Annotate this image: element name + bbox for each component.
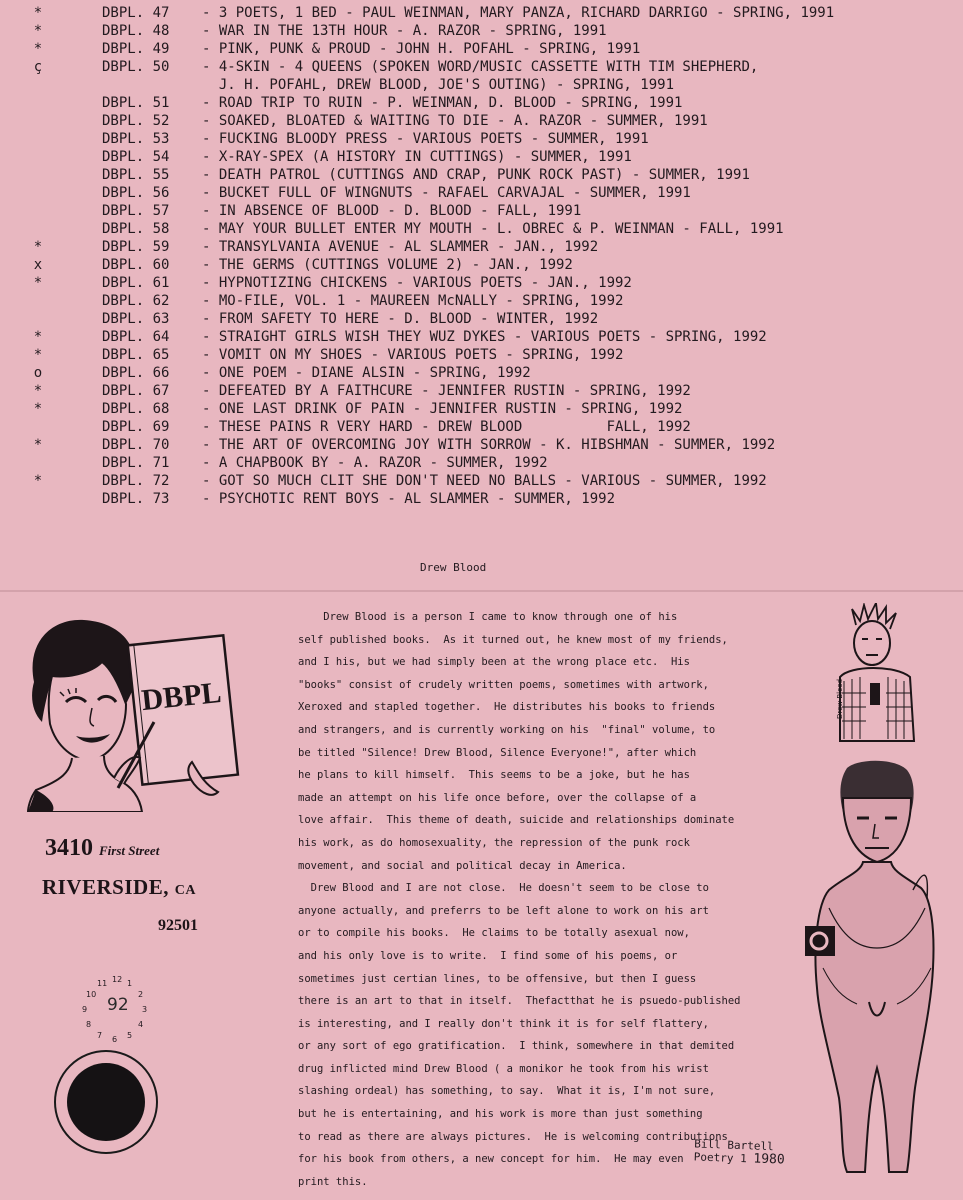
catalog-row (28, 346, 958, 364)
catalog-row (28, 202, 958, 220)
catalog-row (28, 22, 958, 40)
article-line: movement, and social and political decay in America. (298, 859, 627, 872)
catalog-row-mark: * (33, 437, 43, 453)
article-line: print this. (298, 1175, 368, 1188)
catalog-row (28, 58, 958, 94)
city: RIVERSIDE, (42, 875, 169, 899)
book-logo-text: DBPL (139, 675, 223, 718)
catalog-row-description: - ONE POEM - DIANE ALSIN - SPRING, 1992 (202, 365, 531, 381)
street-name: First Street (99, 843, 160, 858)
catalog-row (28, 40, 958, 58)
article-line: is interesting, and I really don't think it is for self flattery, (298, 1017, 709, 1030)
catalog-row-description: - MO-FILE, VOL. 1 - MAUREEN McNALLY - SPRING, 1992 (202, 293, 624, 309)
catalog-row (28, 400, 958, 418)
catalog-row (28, 454, 958, 472)
catalog-row-code: DBPL. 56 (102, 185, 170, 201)
clock-numeral: 7 (97, 1030, 103, 1040)
catalog-row-mark: * (33, 383, 43, 399)
catalog-row (28, 274, 958, 292)
catalog-row-code: DBPL. 64 (102, 329, 170, 345)
catalog-row-description: - BUCKET FULL OF WINGNUTS - RAFAEL CARVAJAL - SUMMER, 1991 (202, 185, 691, 201)
catalog-row-mark: * (33, 5, 43, 21)
catalog-row (28, 328, 958, 346)
catalog-row-code: DBPL. 62 (102, 293, 170, 309)
catalog-row (28, 148, 958, 166)
catalog-row-description: - 3 POETS, 1 BED - PAUL WEINMAN, MARY PANZA, RICHARD DARRIGO - SPRING, 1991 (202, 5, 835, 21)
catalog-row-description: - VOMIT ON MY SHOES - VARIOUS POETS - SPRING, 1992 (202, 347, 624, 363)
street-number: 3410 (45, 835, 93, 861)
catalog-row-description: - FROM SAFETY TO HERE - D. BLOOD - WINTER, 1992 (202, 311, 599, 327)
catalog-row-mark: * (33, 347, 43, 363)
clock-numeral: 8 (86, 1020, 92, 1029)
catalog-row-code: DBPL. 58 (102, 221, 170, 237)
catalog-row-code: DBPL. 70 (102, 437, 170, 453)
clock-numeral: 6 (112, 1035, 118, 1044)
signature-name: Bill Bartell (694, 1137, 774, 1154)
clock-numeral: 10 (86, 990, 97, 999)
article-line: or any sort of ego gratification. I think, somewhere in that demited (298, 1040, 735, 1053)
catalog-row-code: DBPL. 51 (102, 95, 170, 111)
clock-numeral: 5 (127, 1030, 133, 1040)
catalog-row-mark: * (33, 329, 43, 345)
fold-line (0, 590, 963, 592)
catalog-row-description: - IN ABSENCE OF BLOOD - D. BLOOD - FALL, 1991 (202, 203, 582, 219)
zip-code: 92501 (158, 917, 198, 934)
catalog-row-description: - WAR IN THE 13TH HOUR - A. RAZOR - SPRING, 1991 (202, 23, 607, 39)
catalog-row (28, 310, 958, 328)
filled-dot-graphic (67, 1063, 145, 1141)
clock-center-number: 92 (107, 995, 129, 1015)
catalog-list (28, 4, 958, 508)
street-address (45, 835, 159, 862)
article-heading: Drew Blood (420, 561, 487, 574)
article-line: Drew Blood and I are not close. He doesn't seem to be close to (298, 882, 709, 895)
article-line: self published books. As it turned out, he knew most of my friends, (298, 633, 728, 646)
catalog-row (28, 130, 958, 148)
catalog-row-description: - DEFEATED BY A FAITHCURE - JENNIFER RUSTIN - SPRING, 1992 (202, 383, 691, 399)
catalog-row-code: DBPL. 72 (102, 473, 170, 489)
article-line: his work, as do homosexuality, the repression of the punk rock (298, 836, 690, 849)
catalog-row (28, 4, 958, 22)
author-signature (694, 1137, 786, 1166)
catalog-row-description: - FUCKING BLOODY PRESS - VARIOUS POETS - SUMMER, 1991 (202, 131, 649, 147)
catalog-row-description: - PSYCHOTIC RENT BOYS - AL SLAMMER - SUMMER, 1992 (202, 491, 616, 507)
catalog-row-description: - 4-SKIN - 4 QUEENS (SPOKEN WORD/MUSIC CASSETTE WITH TIM SHEPHERD, J. H. POFAHL, DREW BLOOD, JOE'S OUTING) - SPRING, 1991 (202, 59, 759, 93)
catalog-row (28, 490, 958, 508)
article-body (298, 606, 788, 1193)
catalog-row-code: DBPL. 48 (102, 23, 170, 39)
clock-numeral: 4 (137, 1020, 144, 1029)
catalog-row-description: - A CHAPBOOK BY - A. RAZOR - SUMMER, 1992 (202, 455, 548, 471)
city-state (42, 875, 196, 900)
catalog-row (28, 238, 958, 256)
catalog-row (28, 184, 958, 202)
clock-numeral: 9 (82, 1005, 88, 1014)
catalog-row-code: DBPL. 53 (102, 131, 170, 147)
catalog-row-code: DBPL. 69 (102, 419, 170, 435)
article-line: there is an art to that in itself. Thefactthat he is psuedo-published (298, 995, 741, 1008)
article-line: made an attempt on his life once before, over the collapse of a (298, 791, 697, 804)
catalog-row-mark: x (33, 257, 43, 273)
catalog-row-description: - STRAIGHT GIRLS WISH THEY WUZ DYKES - VARIOUS POETS - SPRING, 1992 (202, 329, 767, 345)
catalog-row-code: DBPL. 59 (102, 239, 170, 255)
catalog-row (28, 436, 958, 454)
punk-scrawl-text: Drew Blood (836, 678, 844, 719)
catalog-row-code: DBPL. 47 (102, 5, 170, 21)
article-line: be titled "Silence! Drew Blood, Silence Everyone!", after which (298, 746, 697, 759)
catalog-row-code: DBPL. 65 (102, 347, 170, 363)
article-line: and I his, but we had simply been at the wrong place etc. His (298, 656, 690, 669)
catalog-row-mark: o (33, 365, 43, 381)
catalog-row (28, 292, 958, 310)
signature-year: 1980 (753, 1151, 785, 1168)
catalog-row-code: DBPL. 60 (102, 257, 170, 273)
catalog-row-code: DBPL. 50 (102, 59, 170, 75)
catalog-row-description: - TRANSYLVANIA AVENUE - AL SLAMMER - JAN., 1992 (202, 239, 599, 255)
article-line: but he is entertaining, and his work is more than just something (298, 1108, 703, 1121)
catalog-row (28, 472, 958, 490)
catalog-row-code: DBPL. 49 (102, 41, 170, 57)
clock-numeral: 3 (142, 1005, 148, 1014)
article-line: he plans to kill himself. This seems to be a joke, but he has (298, 769, 690, 782)
catalog-row-description: - THE GERMS (CUTTINGS VOLUME 2) - JAN., 1992 (202, 257, 573, 273)
article-line: and his only love is to write. I find some of his poems, or (298, 949, 678, 962)
article-line: or to compile his books. He claims to be totally asexual now, (298, 927, 690, 940)
nude-figure-collage-illustration (803, 758, 953, 1178)
clock-face (60, 965, 160, 1045)
catalog-row-code: DBPL. 66 (102, 365, 170, 381)
catalog-row-mark: * (33, 239, 43, 255)
clock-numeral: 2 (137, 990, 144, 999)
catalog-row-mark: * (33, 401, 43, 417)
ring-circle-graphic (54, 1050, 158, 1154)
woman-holding-book-illustration (22, 612, 252, 812)
catalog-row-code: DBPL. 68 (102, 401, 170, 417)
catalog-row-description: - THESE PAINS R VERY HARD - DREW BLOOD FALL, 1992 (202, 419, 691, 435)
catalog-row-description: - ROAD TRIP TO RUIN - P. WEINMAN, D. BLOOD - SPRING, 1991 (202, 95, 683, 111)
catalog-row-mark: * (33, 473, 43, 489)
catalog-row-description: - X-RAY-SPEX (A HISTORY IN CUTTINGS) - SUMMER, 1991 (202, 149, 632, 165)
article-line: "books" consist of crudely written poems, sometimes with artwork, (298, 678, 709, 691)
catalog-row-code: DBPL. 54 (102, 149, 170, 165)
article-line: sometimes just certian lines, to be offensive, but then I guess (298, 972, 697, 985)
catalog-row-mark: * (33, 41, 43, 57)
catalog-row (28, 94, 958, 112)
catalog-row-code: DBPL. 73 (102, 491, 170, 507)
article-line: slashing ordeal) has something, to say. What it is, I'm not sure, (298, 1085, 716, 1098)
catalog-row (28, 166, 958, 184)
catalog-row-description: - SOAKED, BLOATED & WAITING TO DIE - A. RAZOR - SUMMER, 1991 (202, 113, 708, 129)
signature-course-text: Poetry 1 (693, 1150, 747, 1166)
catalog-row-code: DBPL. 67 (102, 383, 170, 399)
catalog-row-mark: * (33, 275, 43, 291)
state: CA (174, 883, 196, 898)
article-line: drug inflicted mind Drew Blood ( a monikor he took from his wrist (298, 1062, 709, 1075)
catalog-row (28, 382, 958, 400)
article-line: for his book from others, a new concept for him. He may even (298, 1153, 684, 1166)
article-line: Xeroxed and stapled together. He distributes his books to friends (298, 701, 716, 714)
catalog-row (28, 364, 958, 382)
catalog-row-mark: ç (33, 59, 43, 75)
punk-figure-illustration (826, 603, 921, 743)
article-line: to read as there are always pictures. He is welcoming contributions (298, 1130, 728, 1143)
catalog-row (28, 418, 958, 436)
catalog-row-description: - DEATH PATROL (CUTTINGS AND CRAP, PUNK ROCK PAST) - SUMMER, 1991 (202, 167, 750, 183)
catalog-row-mark: * (33, 23, 43, 39)
catalog-row-description: - THE ART OF OVERCOMING JOY WITH SORROW - K. HIBSHMAN - SUMMER, 1992 (202, 437, 776, 453)
clock-numeral: 1 (127, 979, 133, 989)
catalog-row-code: DBPL. 63 (102, 311, 170, 327)
article-line: and strangers, and is currently working on his "final" volume, to (298, 723, 716, 736)
catalog-row-description: - PINK, PUNK & PROUD - JOHN H. POFAHL - SPRING, 1991 (202, 41, 641, 57)
catalog-row-code: DBPL. 55 (102, 167, 170, 183)
clock-numeral: 11 (97, 979, 108, 989)
catalog-row-code: DBPL. 61 (102, 275, 170, 291)
clock-numeral: 12 (112, 975, 123, 984)
article-line: love affair. This theme of death, suicide and relationships dominate (298, 814, 735, 827)
catalog-row (28, 112, 958, 130)
catalog-row-description: - ONE LAST DRINK OF PAIN - JENNIFER RUSTIN - SPRING, 1992 (202, 401, 683, 417)
catalog-row-code: DBPL. 71 (102, 455, 170, 471)
catalog-row-code: DBPL. 57 (102, 203, 170, 219)
catalog-row (28, 220, 958, 238)
catalog-row (28, 256, 958, 274)
article-line: anyone actually, and preferrs to be left alone to work on his art (298, 904, 709, 917)
catalog-row-code: DBPL. 52 (102, 113, 170, 129)
catalog-row-description: - HYPNOTIZING CHICKENS - VARIOUS POETS - JAN., 1992 (202, 275, 632, 291)
article-line: Drew Blood is a person I came to know through one of his (298, 611, 678, 623)
catalog-row-description: - GOT SO MUCH CLIT SHE DON'T NEED NO BALLS - VARIOUS - SUMMER, 1992 (202, 473, 767, 489)
catalog-row-description: - MAY YOUR BULLET ENTER MY MOUTH - L. OBREC & P. WEINMAN - FALL, 1991 (202, 221, 784, 237)
